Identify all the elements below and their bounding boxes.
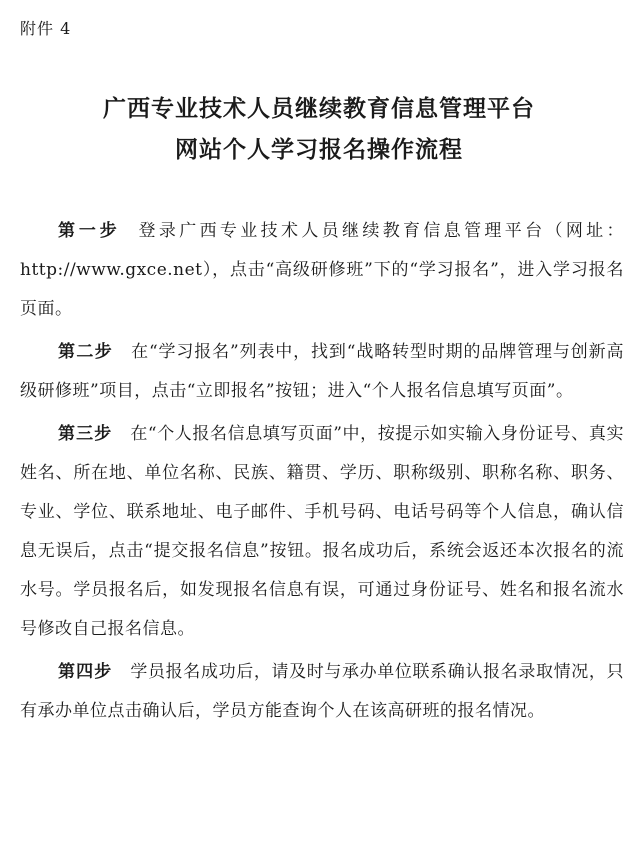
step-3-label: 第三步 [58,424,113,444]
attachment-label: 附件 4 [20,19,72,38]
step-3-paragraph [20,415,624,649]
step-1-label: 第一步 [58,221,121,241]
step-1-text: 登录广西专业技术人员继续教育信息管理平台（网址：http://www.gxce.net），点击“高级研修班”下的“学习报名”，进入学习报名页面。 [20,221,625,319]
step-4-paragraph [20,653,624,731]
document-body [20,212,624,735]
step-1-paragraph [20,212,624,329]
step-2-paragraph [20,333,624,411]
step-2-label: 第二步 [58,342,114,362]
step-2-text: 在“学习报名”列表中，找到“战略转型时期的品牌管理与创新高级研修班”项目，点击“立即报名”按钮；进入“个人报名信息填写页面”。 [20,342,624,401]
step-4-label: 第四步 [58,662,113,682]
document-title-line-1: 广西专业技术人员继续教育信息管理平台 [103,96,535,122]
document-title-line-2: 网站个人学习报名操作流程 [175,137,463,163]
step-4-text: 学员报名成功后，请及时与承办单位联系确认报名录取情况，只有承办单位点击确认后，学员方能查询个人在该高研班的报名情况。 [20,662,625,721]
step-3-text: 在“个人报名信息填写页面”中，按提示如实输入身份证号、真实姓名、所在地、单位名称、民族、籍贯、学历、职称级别、职称名称、职务、专业、学位、联系地址、电子邮件、手机号码、电话号码等个人信息，确认信息无误后，点击“提交报名信息”按钮。报名成功后，系统会返还本次报名的流水号。学员报名后，如发现报名信息有误，可通过身份证号、姓名和报名流水号修改自己报名信息。 [20,424,625,639]
